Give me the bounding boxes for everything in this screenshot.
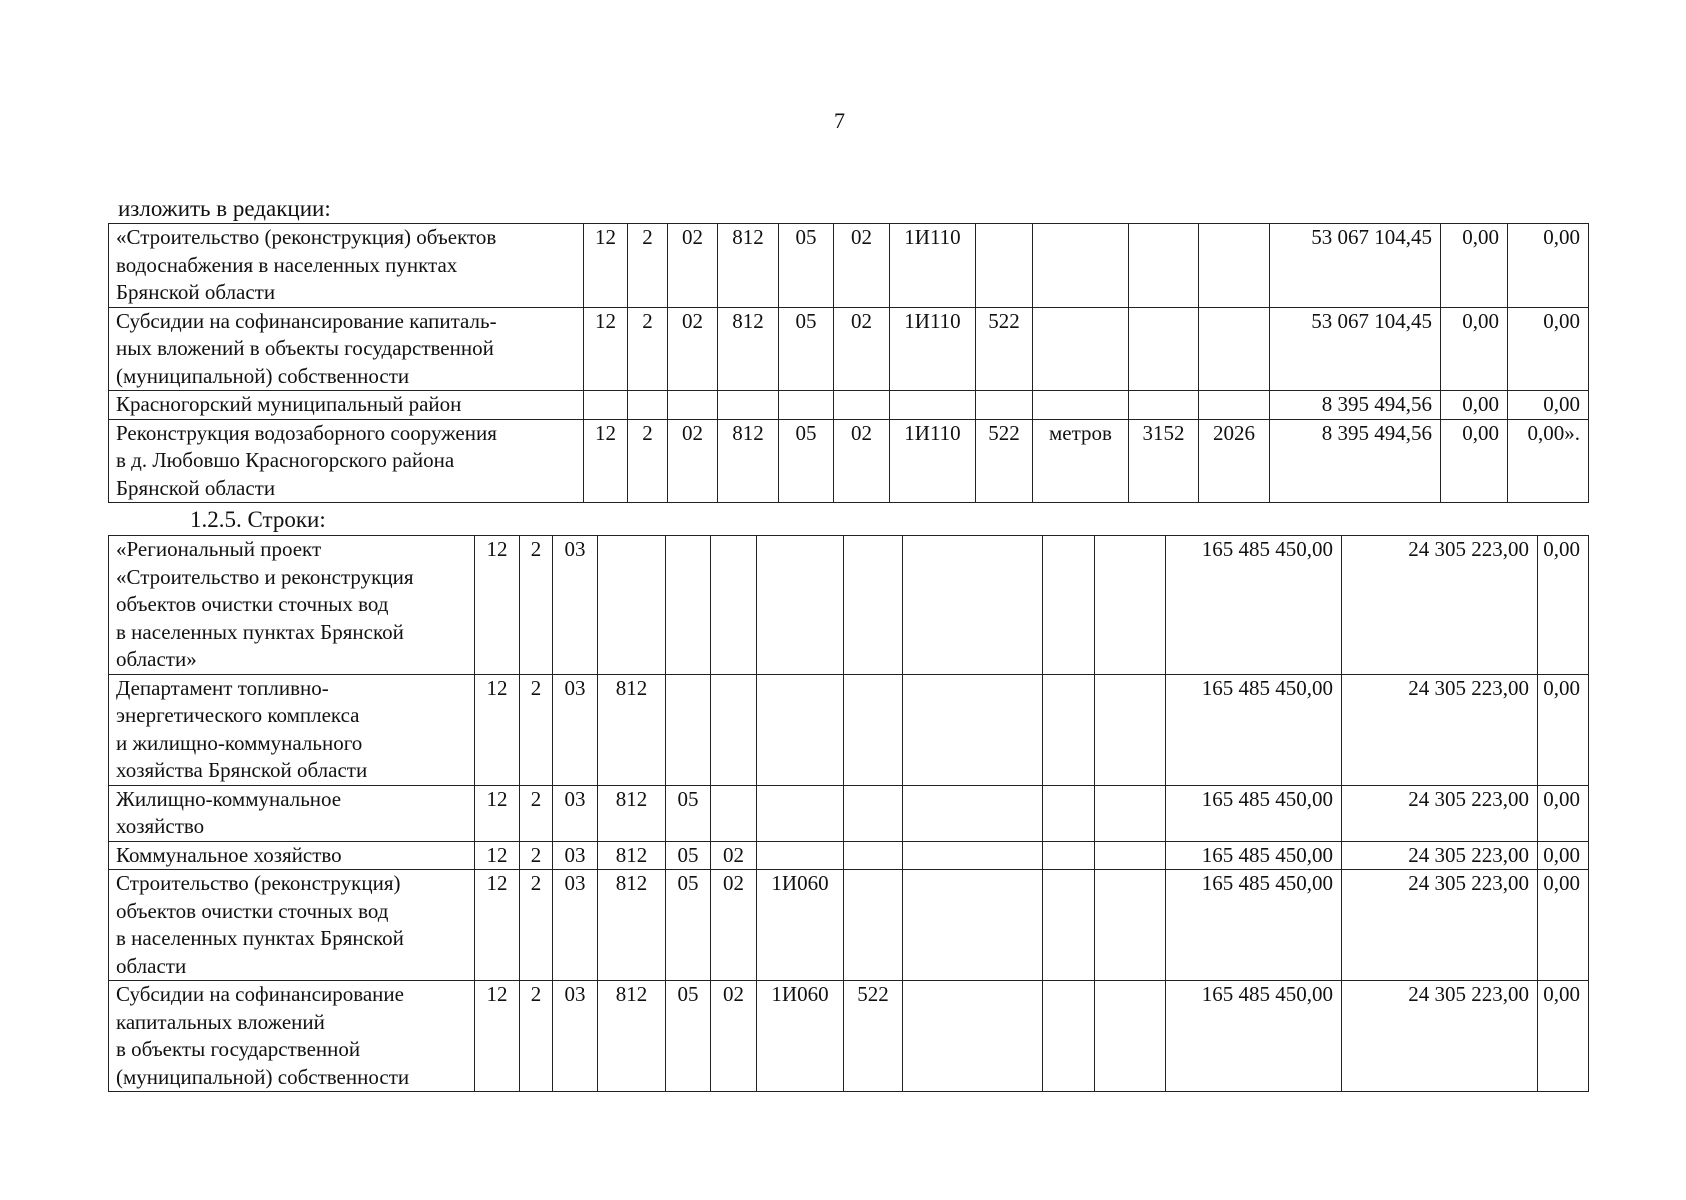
table-cell: 12 xyxy=(475,870,520,981)
table-cell xyxy=(666,536,711,675)
table-cell xyxy=(1199,307,1270,391)
table-cell: 24 305 223,00 xyxy=(1342,536,1538,675)
table-cell xyxy=(844,674,903,785)
table-cell: 0,00 xyxy=(1441,419,1508,503)
table-cell: 53 067 104,45 xyxy=(1270,224,1441,308)
description-line: «Строительство и реконструкция xyxy=(116,564,414,589)
table-cell: 05 xyxy=(779,419,834,503)
table-cell xyxy=(1095,870,1166,981)
table-row xyxy=(109,870,1589,981)
table-cell xyxy=(903,870,1043,981)
table-cell: 03 xyxy=(553,536,598,675)
table-cell: 03 xyxy=(553,981,598,1092)
row-description xyxy=(109,419,584,503)
table-cell xyxy=(1199,391,1270,420)
table-cell xyxy=(890,391,976,420)
budget-table-2 xyxy=(108,535,1589,1092)
description-line: Жилищно-коммунальное xyxy=(116,786,342,811)
table-cell xyxy=(1043,981,1095,1092)
table-cell: 1И110 xyxy=(890,307,976,391)
table-cell: 24 305 223,00 xyxy=(1342,870,1538,981)
table-cell: 0,00 xyxy=(1538,981,1589,1092)
table-cell xyxy=(903,674,1043,785)
table-cell: 53 067 104,45 xyxy=(1270,307,1441,391)
table-row xyxy=(109,981,1589,1092)
table-cell: 812 xyxy=(598,870,666,981)
table-row xyxy=(109,785,1589,841)
description-line: в д. Любовшо Красногорского района xyxy=(116,448,455,472)
table-cell: 12 xyxy=(475,536,520,675)
table-cell: 02 xyxy=(668,307,718,391)
table-row xyxy=(109,841,1589,870)
description-line: энергетического комплекса xyxy=(116,703,360,727)
table-cell: метров xyxy=(1033,419,1129,503)
table-cell xyxy=(844,785,903,841)
table-cell xyxy=(1043,674,1095,785)
row-description xyxy=(109,307,584,391)
table-cell: 0,00». xyxy=(1508,419,1589,503)
table-cell: 12 xyxy=(584,224,628,308)
table-cell: 02 xyxy=(834,307,890,391)
table-cell xyxy=(757,674,844,785)
table-cell xyxy=(598,536,666,675)
table-cell xyxy=(1043,870,1095,981)
table-cell: 0,00 xyxy=(1508,391,1589,420)
page-number: 7 xyxy=(834,108,845,133)
table-row xyxy=(109,391,1589,420)
table-cell: 165 485 450,00 xyxy=(1166,785,1342,841)
table-cell xyxy=(1043,536,1095,675)
table-cell: 12 xyxy=(584,419,628,503)
table-cell: 2 xyxy=(520,674,553,785)
description-line: Коммунальное хозяйство xyxy=(116,842,342,867)
table-cell: 2 xyxy=(520,870,553,981)
table-cell xyxy=(976,391,1033,420)
description-line: хозяйство xyxy=(116,814,205,838)
table-cell: 05 xyxy=(779,307,834,391)
table-cell: 0,00 xyxy=(1441,224,1508,308)
description-line: области xyxy=(116,953,187,978)
table-cell: 2 xyxy=(628,307,668,391)
description-line: водоснабжения в населенных пунктах xyxy=(116,252,458,277)
table-cell xyxy=(1033,224,1129,308)
table-cell: 12 xyxy=(475,674,520,785)
table-cell: 1И110 xyxy=(890,224,976,308)
table-row xyxy=(109,536,1589,675)
description-line: Красногорский муниципальный район xyxy=(116,392,462,416)
table-cell: 24 305 223,00 xyxy=(1342,674,1538,785)
table-cell: 0,00 xyxy=(1538,674,1589,785)
row-description xyxy=(109,674,475,785)
budget-table-1-body xyxy=(109,224,1589,503)
table-cell xyxy=(834,391,890,420)
table-cell xyxy=(1095,981,1166,1092)
table-cell: 24 305 223,00 xyxy=(1342,785,1538,841)
table-cell xyxy=(1043,785,1095,841)
table-cell: 812 xyxy=(718,224,779,308)
table-cell: 1И060 xyxy=(757,981,844,1092)
table-cell: 8 395 494,56 xyxy=(1270,391,1441,420)
row-description xyxy=(109,981,475,1092)
table-cell: 165 485 450,00 xyxy=(1166,841,1342,870)
table-cell: 0,00 xyxy=(1508,307,1589,391)
table-cell: 165 485 450,00 xyxy=(1166,674,1342,785)
table-cell: 03 xyxy=(553,785,598,841)
table-cell xyxy=(1095,536,1166,675)
table-cell xyxy=(1129,224,1199,308)
table-cell xyxy=(903,981,1043,1092)
table-cell: 2 xyxy=(520,536,553,675)
table-cell: 522 xyxy=(844,981,903,1092)
table-cell xyxy=(668,391,718,420)
row-description xyxy=(109,841,475,870)
row-description xyxy=(109,785,475,841)
caption-section: 1.2.5. Строки: xyxy=(190,507,326,532)
table-cell: 05 xyxy=(666,785,711,841)
description-line: ных вложений в объекты государственной xyxy=(116,336,494,360)
description-line: (муниципальной) собственности xyxy=(116,1064,410,1089)
table-cell: 812 xyxy=(598,674,666,785)
description-line: и жилищно-коммунального xyxy=(116,730,363,755)
table-row xyxy=(109,674,1589,785)
description-line: (муниципальной) собственности xyxy=(116,363,410,388)
table-cell: 12 xyxy=(584,307,628,391)
description-line: в объекты государственной xyxy=(116,1037,361,1061)
table-cell: 1И060 xyxy=(757,870,844,981)
description-line: в населенных пунктах Брянской xyxy=(116,926,404,950)
table-cell: 02 xyxy=(711,841,757,870)
table-cell: 02 xyxy=(834,419,890,503)
budget-table-1 xyxy=(108,223,1589,503)
table-cell xyxy=(844,841,903,870)
table-cell: 12 xyxy=(475,841,520,870)
table-cell: 165 485 450,00 xyxy=(1166,536,1342,675)
table-cell: 2 xyxy=(520,785,553,841)
table-cell: 02 xyxy=(711,870,757,981)
table-cell xyxy=(718,391,779,420)
table-cell: 05 xyxy=(666,981,711,1092)
description-line: хозяйства Брянской области xyxy=(116,758,368,782)
table-cell xyxy=(757,841,844,870)
description-line: области» xyxy=(116,647,197,671)
budget-table-2-body xyxy=(109,536,1589,1092)
table-cell: 03 xyxy=(553,870,598,981)
table-cell xyxy=(1199,224,1270,308)
table-cell: 812 xyxy=(598,981,666,1092)
description-line: Строительство (реконструкция) xyxy=(116,871,401,895)
table-cell: 0,00 xyxy=(1508,224,1589,308)
caption-top: изложить в редакции: xyxy=(118,196,331,221)
table-cell xyxy=(903,536,1043,675)
table-cell xyxy=(628,391,668,420)
table-cell: 3152 xyxy=(1129,419,1199,503)
table-cell: 165 485 450,00 xyxy=(1166,870,1342,981)
table-row xyxy=(109,307,1589,391)
table-cell: 2 xyxy=(628,419,668,503)
table-cell xyxy=(666,674,711,785)
table-cell: 24 305 223,00 xyxy=(1342,981,1538,1092)
table-cell xyxy=(584,391,628,420)
description-line: Брянской области xyxy=(116,280,276,304)
table-cell xyxy=(1129,307,1199,391)
description-line: Субсидии на софинансирование xyxy=(116,982,404,1006)
table-cell xyxy=(976,224,1033,308)
row-description xyxy=(109,870,475,981)
table-cell: 0,00 xyxy=(1538,841,1589,870)
table-cell: 812 xyxy=(718,307,779,391)
description-line: Департамент топливно- xyxy=(116,675,329,700)
table-cell: 05 xyxy=(666,870,711,981)
table-cell xyxy=(711,785,757,841)
table-cell xyxy=(1095,785,1166,841)
table-cell: 12 xyxy=(475,981,520,1092)
table-cell: 0,00 xyxy=(1441,391,1508,420)
table-cell xyxy=(757,785,844,841)
table-cell: 522 xyxy=(976,307,1033,391)
table-cell xyxy=(1095,674,1166,785)
table-row xyxy=(109,224,1589,308)
table-cell: 812 xyxy=(598,841,666,870)
table-cell xyxy=(903,785,1043,841)
table-cell xyxy=(779,391,834,420)
table-cell: 05 xyxy=(666,841,711,870)
table-cell: 522 xyxy=(976,419,1033,503)
table-cell: 2 xyxy=(520,841,553,870)
table-cell: 05 xyxy=(779,224,834,308)
description-line: Реконструкция водозаборного сооружения xyxy=(116,420,497,445)
table-cell xyxy=(903,841,1043,870)
table-cell xyxy=(711,536,757,675)
table-cell xyxy=(1043,841,1095,870)
table-cell: 02 xyxy=(834,224,890,308)
description-line: в населенных пунктах Брянской xyxy=(116,619,404,644)
table-cell xyxy=(1129,391,1199,420)
table-cell: 165 485 450,00 xyxy=(1166,981,1342,1092)
row-description xyxy=(109,536,475,675)
table-cell: 02 xyxy=(668,419,718,503)
table-row xyxy=(109,419,1589,503)
table-cell: 24 305 223,00 xyxy=(1342,841,1538,870)
table-cell xyxy=(711,674,757,785)
table-cell: 2 xyxy=(520,981,553,1092)
table-cell xyxy=(757,536,844,675)
table-cell xyxy=(844,536,903,675)
table-cell: 02 xyxy=(668,224,718,308)
description-line: «Региональный проект xyxy=(116,537,322,561)
description-line: Субсидии на софинансирование капиталь- xyxy=(116,308,497,333)
table-cell: 812 xyxy=(598,785,666,841)
table-cell: 2 xyxy=(628,224,668,308)
row-description xyxy=(109,224,584,308)
table-cell xyxy=(1095,841,1166,870)
table-cell xyxy=(1033,391,1129,420)
description-line: объектов очистки сточных вод xyxy=(116,592,389,616)
description-line: объектов очистки сточных вод xyxy=(116,898,389,923)
table-cell: 03 xyxy=(553,841,598,870)
table-cell: 2026 xyxy=(1199,419,1270,503)
table-cell: 12 xyxy=(475,785,520,841)
table-cell: 8 395 494,56 xyxy=(1270,419,1441,503)
description-line: «Строительство (реконструкция) объектов xyxy=(116,225,497,249)
table-cell: 0,00 xyxy=(1538,870,1589,981)
table-cell: 0,00 xyxy=(1441,307,1508,391)
row-description xyxy=(109,391,584,420)
table-cell: 812 xyxy=(718,419,779,503)
table-cell: 0,00 xyxy=(1538,536,1589,675)
table-cell: 03 xyxy=(553,674,598,785)
table-cell xyxy=(1033,307,1129,391)
table-cell: 02 xyxy=(711,981,757,1092)
description-line: Брянской области xyxy=(116,475,276,500)
table-cell: 0,00 xyxy=(1538,785,1589,841)
table-cell: 1И110 xyxy=(890,419,976,503)
description-line: капитальных вложений xyxy=(116,1009,325,1034)
table-cell xyxy=(844,870,903,981)
